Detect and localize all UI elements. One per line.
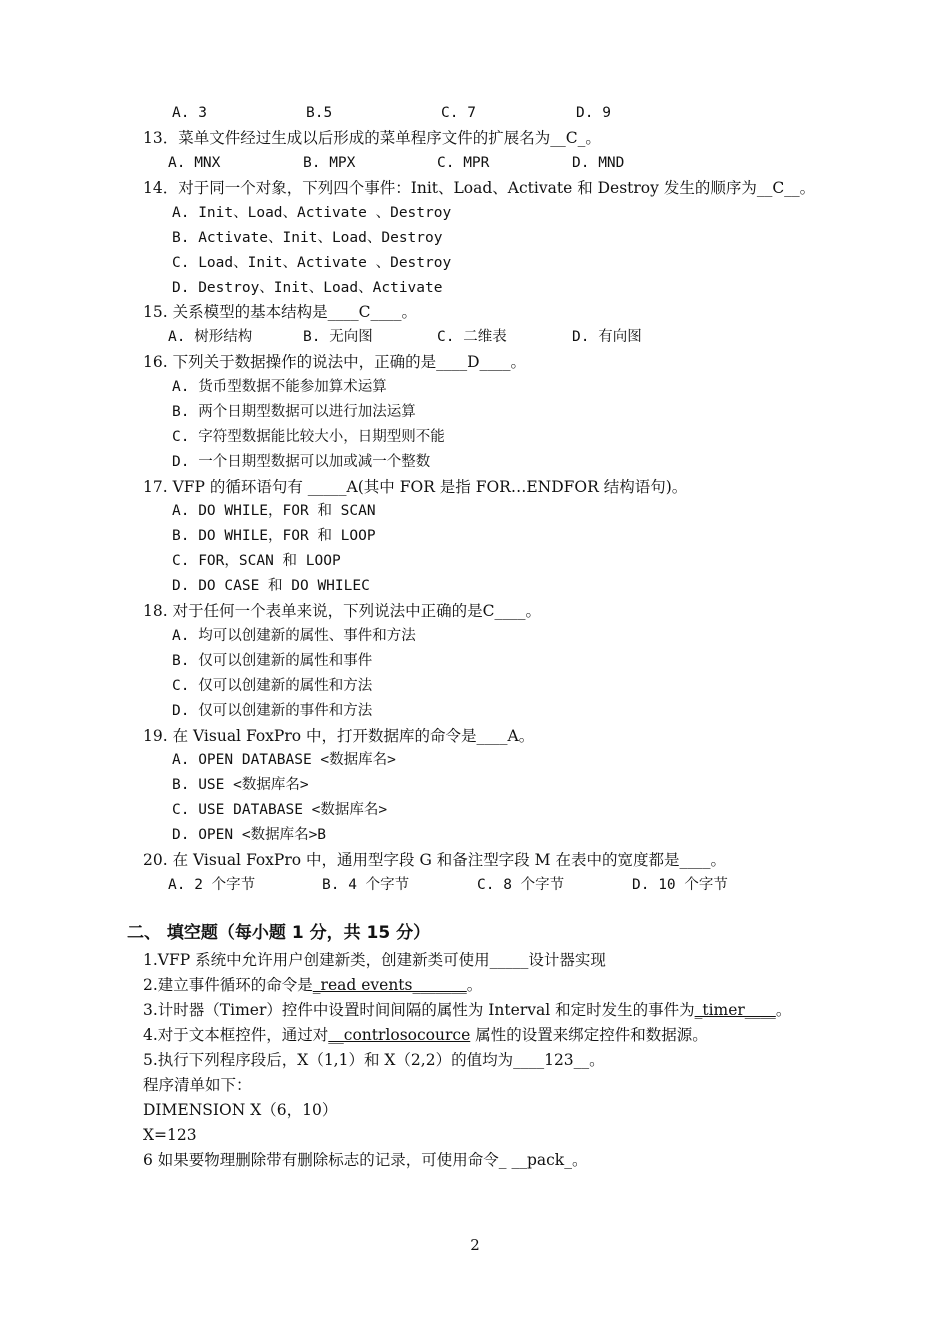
fill-2-prefix: 2.建立事件循环的命令是 — [143, 976, 313, 994]
fill-4-suffix: 属性的设置来绑定控件和数据源。 — [470, 1026, 708, 1044]
q19-option-b: B. USE <数据库名> — [172, 777, 309, 793]
fill-2 — [143, 975, 482, 995]
fill-5: 5.执行下列程序段后，X（1,1）和 X（2,2）的值均为____123__。 — [143, 1051, 605, 1069]
fill-5-list-label: 程序清单如下： — [143, 1076, 252, 1094]
fill-4 — [143, 1025, 708, 1045]
q15-option-a: A. 树形结构 — [168, 329, 253, 345]
q13-option-b: B. MPX — [303, 155, 356, 171]
q20-option-c: C. 8 个字节 — [477, 877, 565, 893]
q14-option-d: D. Destroy、Init、Load、Activate — [172, 280, 443, 296]
q13-option-d: D. MND — [572, 155, 625, 171]
q12-option-c: C. 7 — [441, 105, 476, 121]
q16-option-a: A. 货币型数据不能参加算术运算 — [172, 379, 387, 395]
fill-3-prefix: 3.计时器（Timer）控件中设置时间间隔的属性为 Interval 和定时发生的事件为 — [143, 1001, 695, 1019]
q17-option-c: C. FOR，SCAN 和 LOOP — [172, 553, 341, 569]
q14-text: 14．对于同一个对象，下列四个事件：Init、Load、Activate 和 Destroy 发生的顺序为__C__。 — [143, 179, 816, 197]
q17-option-d: D. DO CASE 和 DO WHILEC — [172, 578, 370, 594]
q20-option-d: D. 10 个字节 — [632, 877, 728, 893]
q17-option-a: A. DO WHILE，FOR 和 SCAN — [172, 503, 376, 519]
q15-text: 15. 关系模型的基本结构是____C____。 — [143, 303, 417, 321]
q17-option-b: B. DO WHILE，FOR 和 LOOP — [172, 528, 376, 544]
fill-2-suffix: 。 — [466, 976, 483, 994]
fill-3-suffix: 。 — [775, 1001, 792, 1019]
fill-1: 1.VFP 系统中允许用户创建新类，创建新类可使用_____设计器实现 — [143, 951, 606, 969]
q16-option-b: B. 两个日期型数据可以进行加法运算 — [172, 404, 416, 420]
q15-option-d: D. 有向图 — [572, 329, 642, 345]
page-number: 2 — [470, 1236, 480, 1254]
q18-option-b: B. 仅可以创建新的属性和事件 — [172, 653, 373, 669]
q14-option-b: B. Activate、Init、Load、Destroy — [172, 230, 443, 246]
q16-option-c: C. 字符型数据能比较大小，日期型则不能 — [172, 429, 445, 445]
q18-option-a: A. 均可以创建新的属性、事件和方法 — [172, 628, 416, 644]
fill-5-code-1: DIMENSION X（6，10） — [143, 1101, 338, 1119]
q14-option-a: A. Init、Load、Activate 、Destroy — [172, 205, 452, 221]
q15-option-b: B. 无向图 — [303, 329, 373, 345]
q17-text: 17. VFP 的循环语句有 _____A(其中 FOR 是指 FOR…ENDFOR 结构语句)。 — [143, 478, 688, 496]
q20-option-a: A. 2 个字节 — [168, 877, 256, 893]
q12-option-b: B.5 — [306, 105, 333, 121]
fill-4-prefix: 4.对于文本框控件，通过对 — [143, 1026, 329, 1044]
q15-option-c: C. 二维表 — [437, 329, 507, 345]
q16-text: 16. 下列关于数据操作的说法中，正确的是____D____。 — [143, 353, 527, 371]
q13-option-a: A. MNX — [168, 155, 221, 171]
q14-option-c: C. Load、Init、Activate 、Destroy — [172, 255, 452, 271]
q20-option-b: B. 4 个字节 — [322, 877, 410, 893]
q12-option-a: A. 3 — [172, 105, 207, 121]
fill-2-answer: _read events_______ — [312, 976, 467, 994]
fill-6: 6 如果要物理删除带有删除标志的记录，可使用命令_ __pack_。 — [143, 1151, 588, 1169]
fill-4-answer: __contrlosocource — [328, 1026, 471, 1044]
q20-text: 20. 在 Visual FoxPro 中，通用型字段 G 和备注型字段 M 在表中的宽度都是____。 — [143, 851, 726, 869]
fill-3-answer: _timer____ — [694, 1001, 776, 1019]
q13-text: 13．菜单文件经过生成以后形成的菜单程序文件的扩展名为__C_。 — [143, 129, 601, 147]
section-2-title: 二、 填空题（每小题 1 分，共 15 分） — [127, 923, 431, 943]
q18-option-c: C. 仅可以创建新的属性和方法 — [172, 678, 373, 694]
fill-3 — [143, 1000, 791, 1020]
q13-option-c: C. MPR — [437, 155, 490, 171]
q16-option-d: D. 一个日期型数据可以加或减一个整数 — [172, 454, 431, 470]
q18-option-d: D. 仅可以创建新的事件和方法 — [172, 703, 373, 719]
q19-option-a: A. OPEN DATABASE <数据库名> — [172, 752, 396, 768]
q19-text: 19. 在 Visual FoxPro 中，打开数据库的命令是____A。 — [143, 727, 535, 745]
fill-5-code-2: X=123 — [143, 1126, 197, 1144]
q19-option-d: D. OPEN <数据库名>B — [172, 827, 327, 843]
q19-option-c: C. USE DATABASE <数据库名> — [172, 802, 388, 818]
q18-text: 18. 对于任何一个表单来说，下列说法中正确的是C____。 — [143, 602, 541, 620]
q12-option-d: D. 9 — [576, 105, 611, 121]
